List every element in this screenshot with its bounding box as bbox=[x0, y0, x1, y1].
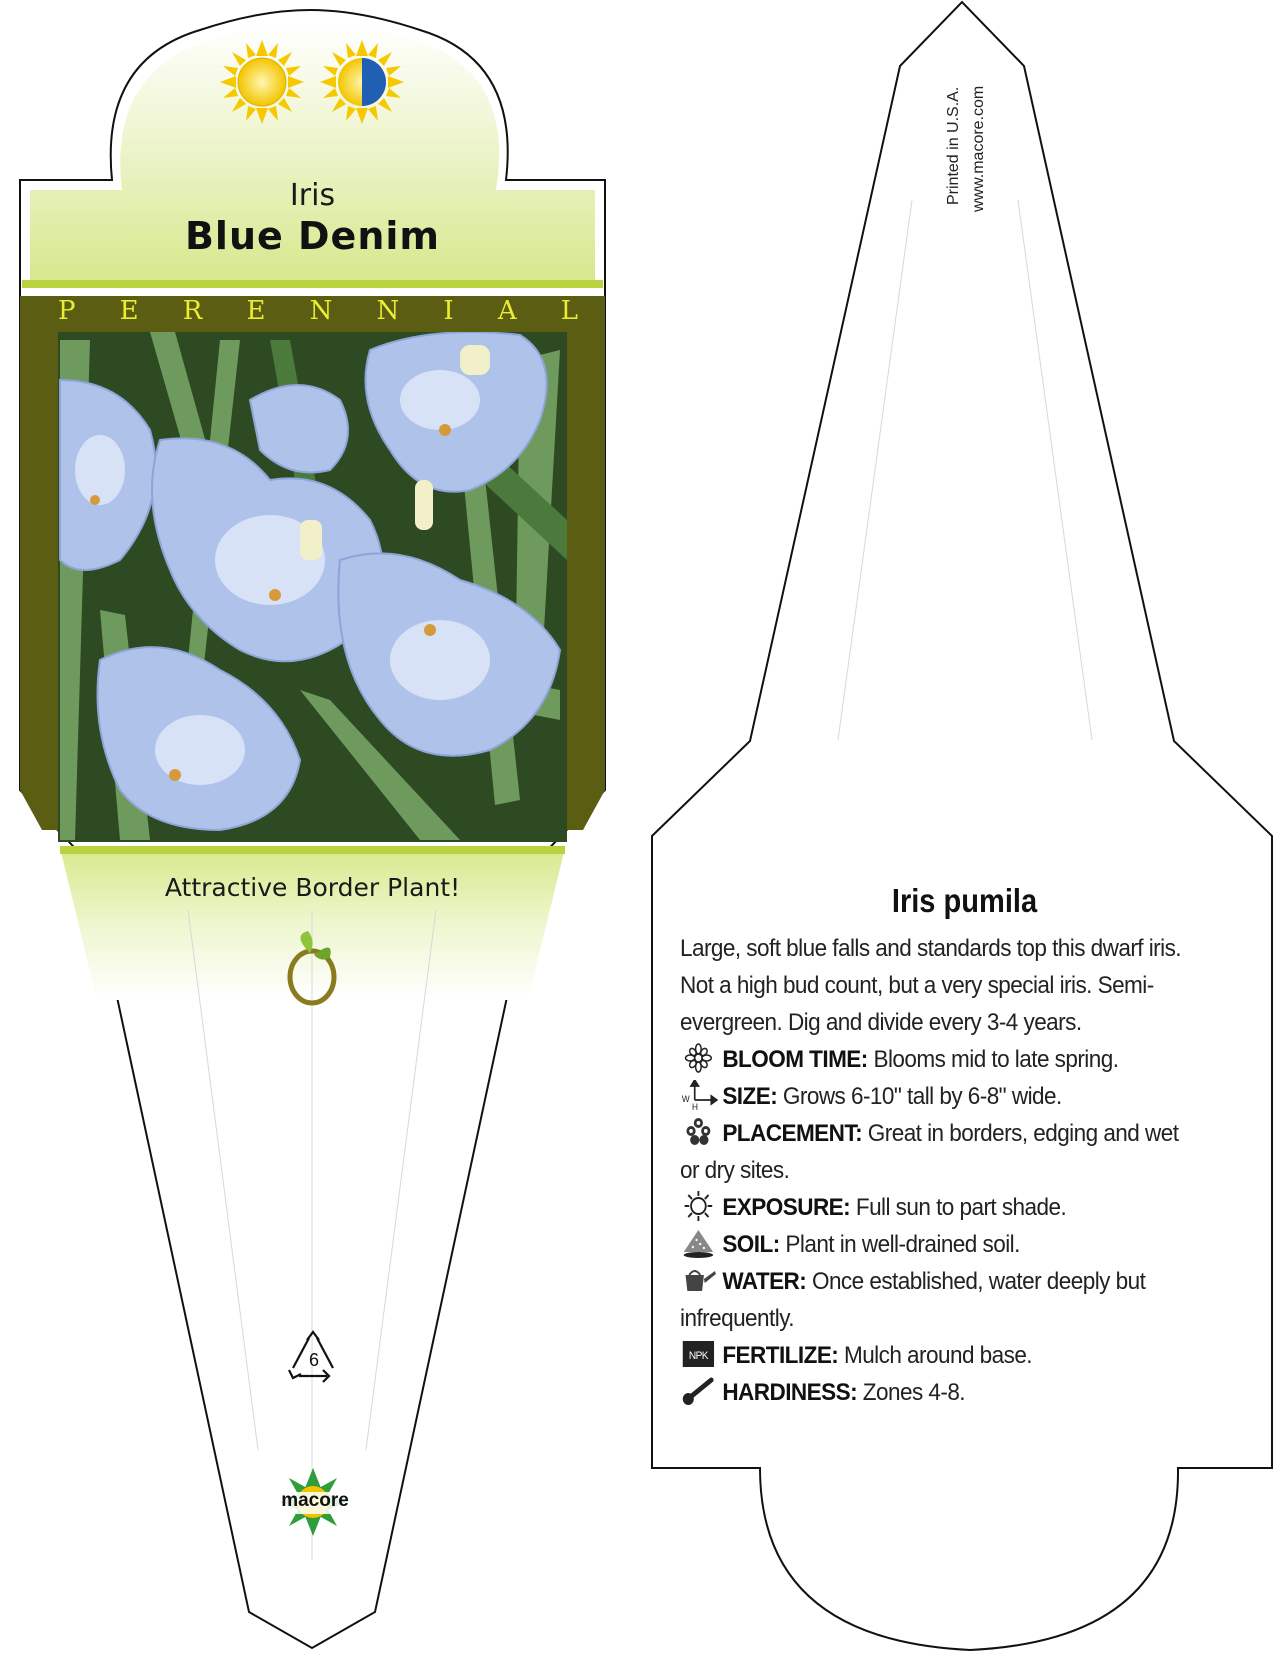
care-label: PLACEMENT: bbox=[722, 1120, 863, 1147]
category-letter: I bbox=[443, 296, 454, 326]
care-text: Great in borders, edging and wet or dry sites. bbox=[680, 1120, 1179, 1184]
front-cultivar-name: Blue Denim bbox=[184, 214, 441, 258]
care-text: Plant in well-drained soil. bbox=[785, 1231, 1020, 1258]
care-text: Blooms mid to late spring. bbox=[873, 1046, 1119, 1073]
care-placement bbox=[680, 1115, 1195, 1189]
soil-icon bbox=[680, 1228, 719, 1258]
sun-icon bbox=[680, 1191, 719, 1221]
category-banner bbox=[58, 296, 578, 326]
category-letter: R bbox=[182, 296, 203, 326]
category-letter: E bbox=[246, 296, 266, 326]
full-sun-icon bbox=[220, 40, 304, 124]
printed-in-label: Printed in U.S.A. bbox=[945, 86, 962, 205]
care-info bbox=[680, 930, 1195, 1411]
npk-icon-text: NPK bbox=[688, 1349, 708, 1363]
front-tagline: Attractive Border Plant! bbox=[164, 873, 461, 902]
website-label: www.macore.com bbox=[970, 85, 987, 212]
flower-icon bbox=[680, 1043, 719, 1073]
care-text: Mulch around base. bbox=[843, 1342, 1033, 1369]
care-label: SIZE: bbox=[722, 1083, 778, 1110]
front-genus-name: Iris bbox=[289, 178, 336, 213]
category-letter: L bbox=[560, 296, 578, 326]
care-water bbox=[680, 1263, 1195, 1337]
category-letter: N bbox=[376, 296, 400, 326]
care-label: HARDINESS: bbox=[722, 1379, 858, 1406]
svg-text:H: H bbox=[691, 1101, 698, 1110]
npk-icon bbox=[680, 1339, 719, 1369]
recycle-number: 6 bbox=[308, 1350, 319, 1370]
care-exposure bbox=[680, 1189, 1195, 1226]
brand-name: macore bbox=[281, 1490, 349, 1511]
care-hardiness bbox=[680, 1374, 1195, 1411]
care-label: FERTILIZE: bbox=[722, 1342, 839, 1369]
category-letter: A bbox=[497, 296, 517, 326]
care-size bbox=[680, 1078, 1195, 1115]
category-letter: E bbox=[119, 296, 139, 326]
care-bloom-time bbox=[680, 1041, 1195, 1078]
placement-icon bbox=[680, 1117, 719, 1147]
category-letter: P bbox=[58, 296, 76, 326]
care-label: SOIL: bbox=[722, 1231, 780, 1258]
iris-photo bbox=[58, 332, 567, 842]
thermometer-icon bbox=[680, 1376, 719, 1406]
description: Large, soft blue falls and standards top this dwarf iris. Not a high bud count, but a very special iris. Semi-evergreen. Dig and divide every 3-4 years. bbox=[680, 935, 1182, 1036]
care-text: Full sun to part shade. bbox=[855, 1194, 1067, 1221]
care-label: WATER: bbox=[722, 1268, 807, 1295]
care-fertilize bbox=[680, 1337, 1195, 1374]
care-soil bbox=[680, 1226, 1195, 1263]
category-letter: N bbox=[309, 296, 333, 326]
care-label: EXPOSURE: bbox=[722, 1194, 851, 1221]
care-text: Zones 4-8. bbox=[862, 1379, 966, 1406]
size-arrows-icon bbox=[680, 1080, 719, 1110]
botanical-name: Iris pumila bbox=[891, 882, 1038, 919]
care-label: BLOOM TIME: bbox=[722, 1046, 868, 1073]
svg-text:W: W bbox=[681, 1093, 690, 1105]
care-text: Grows 6-10" tall by 6-8" wide. bbox=[782, 1083, 1062, 1110]
part-shade-icon bbox=[320, 40, 404, 124]
watering-can-icon bbox=[680, 1265, 719, 1295]
care-text: Once established, water deeply but infrequently. bbox=[680, 1268, 1146, 1332]
